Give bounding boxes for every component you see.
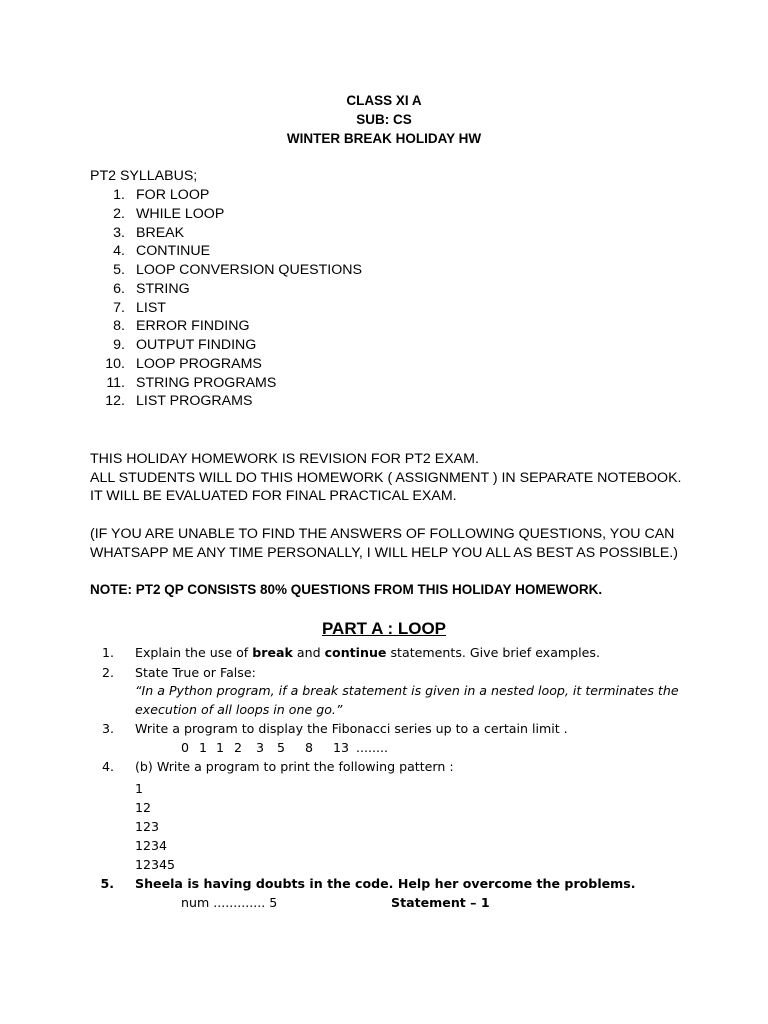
q1-post: statements. Give brief examples. [386, 645, 600, 660]
info-line-1: THIS HOLIDAY HOMEWORK IS REVISION FOR PT2 EXAM. [90, 451, 479, 467]
syllabus-item-text: BREAK [136, 225, 185, 241]
syllabus-item-text: WHILE LOOP [136, 206, 225, 222]
q5-text: Sheela is having doubts in the code. Help her overcome the problems. [135, 876, 636, 891]
fibonacci-term: 1 [216, 740, 225, 755]
info-line-2: ALL STUDENTS WILL DO THIS HOMEWORK ( ASSIGNMENT ) IN SEPARATE NOTEBOOK. [90, 470, 682, 486]
q1-bold-continue: continue [324, 645, 387, 660]
q2-quote-line-2: execution of all loops in one go.” [135, 702, 343, 717]
q3-text: Write a program to display the Fibonacci series up to a certain limit . [135, 721, 568, 736]
pattern-line: 123 [135, 819, 160, 834]
class-heading: CLASS XI A [346, 93, 422, 108]
q4-number: 4. [101, 759, 114, 774]
syllabus-item-number: 7. [113, 300, 125, 316]
syllabus-item-text: STRING [136, 281, 190, 297]
fibonacci-term: 2 [234, 740, 243, 755]
title-heading: WINTER BREAK HOLIDAY HW [286, 131, 482, 146]
syllabus-item-number: 4. [113, 243, 125, 259]
q2-number: 2. [101, 665, 114, 680]
q2-text: State True or False: [135, 665, 256, 680]
q5-statement-label: Statement – 1 [391, 895, 490, 910]
q4-text: (b) Write a program to print the following pattern : [135, 759, 454, 774]
fibonacci-term: ........ [356, 740, 389, 755]
note-line: NOTE: PT2 QP CONSISTS 80% QUESTIONS FROM THIS HOLIDAY HOMEWORK. [90, 582, 603, 597]
fibonacci-term: 3 [256, 740, 265, 755]
syllabus-item-number: 10. [105, 356, 125, 372]
syllabus-item-text: LIST PROGRAMS [136, 393, 253, 409]
fibonacci-term: 8 [305, 740, 314, 755]
syllabus-item-text: ERROR FINDING [136, 318, 250, 334]
q3-number: 3. [101, 721, 114, 736]
syllabus-item-number: 8. [113, 318, 125, 334]
syllabus-item-text: LOOP CONVERSION QUESTIONS [136, 262, 362, 278]
q1-text [135, 645, 600, 660]
fibonacci-term: 1 [199, 740, 208, 755]
q5-code-line: num ............. 5 [181, 895, 278, 910]
syllabus-item-text: FOR LOOP [136, 187, 210, 203]
pattern-line: 12345 [135, 857, 176, 872]
q5-number: 5. [100, 876, 114, 891]
syllabus-item-text: CONTINUE [136, 243, 211, 259]
pattern-line: 12 [135, 800, 152, 815]
syllabus-item-number: 3. [113, 225, 125, 241]
syllabus-item-number: 12. [105, 393, 125, 409]
q1-pre: Explain the use of [135, 645, 253, 660]
syllabus-item-text: LOOP PROGRAMS [136, 356, 262, 372]
syllabus-item-text: LIST [136, 300, 166, 316]
fibonacci-term: 5 [277, 740, 286, 755]
q1-mid: and [292, 645, 325, 660]
help-line-1: (IF YOU ARE UNABLE TO FIND THE ANSWERS OF FOLLOWING QUESTIONS, YOU CAN [90, 526, 675, 542]
pattern-line: 1 [135, 781, 144, 796]
syllabus-item-number: 11. [106, 375, 125, 391]
syllabus-item-number: 6. [113, 281, 125, 297]
syllabus-item-number: 5. [113, 262, 125, 278]
fibonacci-term: 0 [181, 740, 190, 755]
info-line-3: IT WILL BE EVALUATED FOR FINAL PRACTICAL EXAM. [90, 488, 457, 504]
q1-bold-break: break [252, 645, 293, 660]
help-line-2: WHATSAPP ME ANY TIME PERSONALLY, I WILL HELP YOU ALL AS BEST AS POSSIBLE.) [90, 545, 678, 561]
q1-number: 1. [101, 645, 114, 660]
syllabus-item-number: 1. [113, 187, 125, 203]
q2-quote-line-1: “In a Python program, if a break statement is given in a nested loop, it terminates the [135, 683, 679, 698]
syllabus-item-number: 2. [113, 206, 125, 222]
subject-heading: SUB: CS [356, 112, 412, 127]
syllabus-item-text: STRING PROGRAMS [136, 375, 277, 391]
part-a-heading: PART A : LOOP [321, 619, 447, 638]
syllabus-heading: PT2 SYLLABUS; [90, 168, 198, 184]
fibonacci-term: 13 [333, 740, 350, 755]
syllabus-item-number: 9. [113, 337, 125, 353]
pattern-line: 1234 [135, 838, 168, 853]
syllabus-item-text: OUTPUT FINDING [136, 337, 257, 353]
